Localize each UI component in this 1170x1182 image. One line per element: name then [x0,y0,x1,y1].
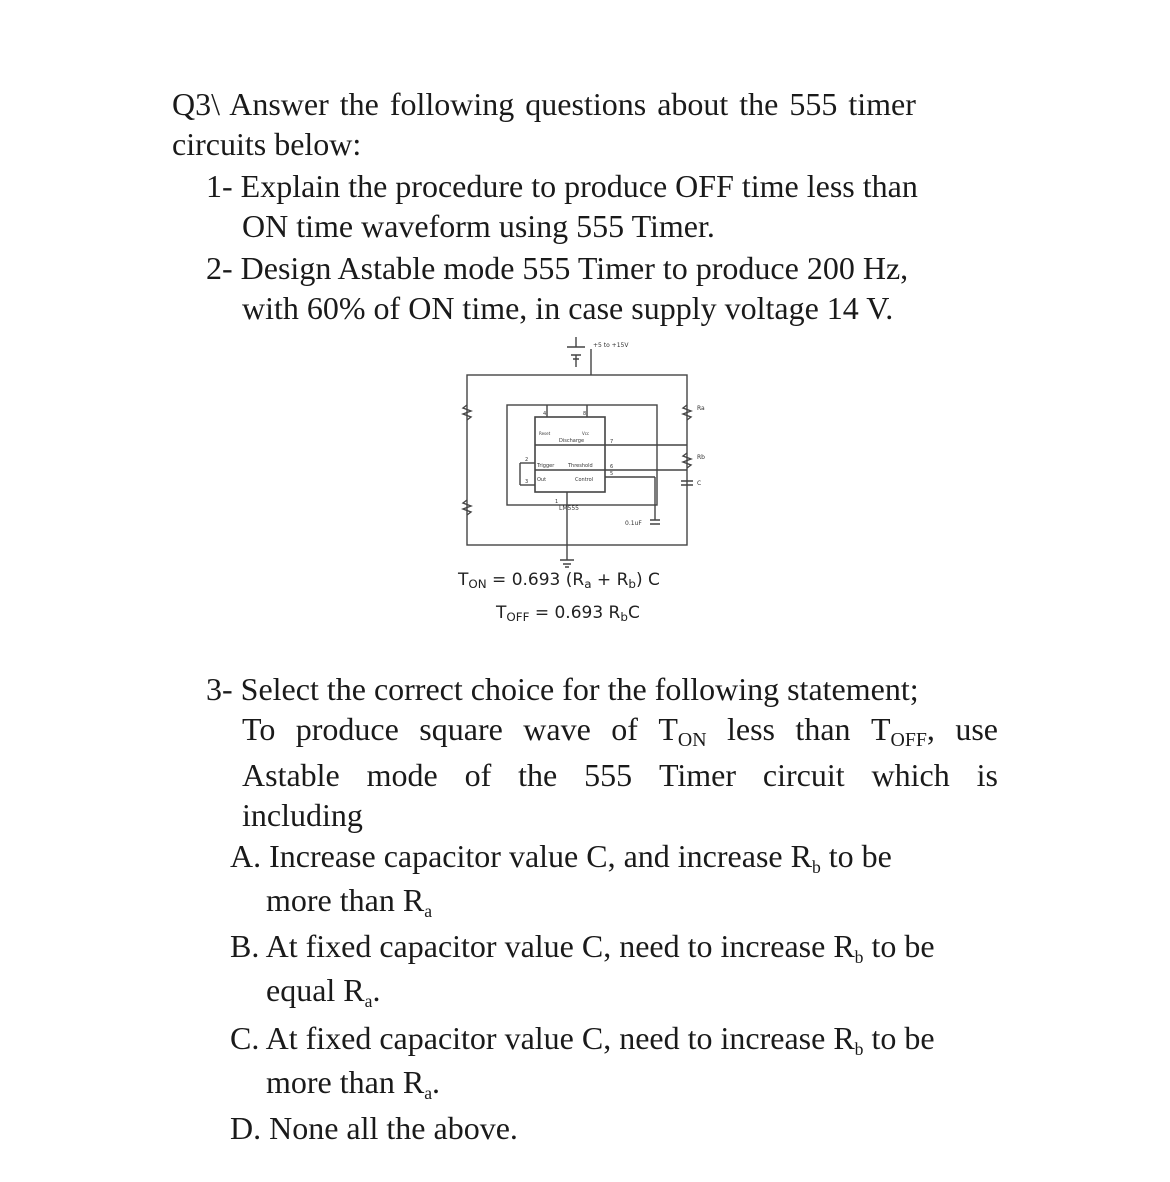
q3-stem-line4: including [242,797,363,833]
ton-tail: ) C [635,570,660,590]
astable-555-circuit-diagram [455,335,715,570]
choice-c-sub2: a [424,1083,432,1104]
item-1-line1 [206,168,918,204]
q3-word: less [726,711,775,747]
choice-b-post: to be [863,928,935,964]
choice-b-post2: . [372,972,381,1008]
q3-ton-letter: T [658,711,678,747]
q3-toff-term [870,711,935,751]
choice-b-sub2: a [364,991,373,1012]
ton-lhs: T [458,570,469,590]
toff-mid: = 0.693 R [529,603,621,623]
q3-ton-term [658,711,707,751]
q3-word: produce [295,711,399,747]
trigger-pin-label: Trigger [537,463,555,469]
reset-pin-label: Reset [539,431,551,436]
question-intro-line2: circuits below: [172,126,362,162]
threshold-pin-label: Threshold [568,463,593,469]
toff-lhs-sub: OFF [506,609,530,624]
ground-symbol [560,560,574,567]
cap-value-label: 0.1uF [625,520,642,527]
item-1-number: 1- [206,168,233,204]
choice-a-sub: b [811,857,821,878]
choice-b-sub: b [854,947,864,968]
q3-toff-letter: T [870,711,891,747]
q3-word: 555 [584,757,633,793]
choice-a-text2: more than R [266,882,425,918]
toff-lhs: T [496,603,507,623]
q3-word: Astable [242,757,340,793]
q3-word: which [871,757,950,793]
control-pin-label: Control [575,477,594,483]
q3-stem-line3 [242,757,998,793]
ton-lhs-sub: ON [468,576,487,591]
control-capacitor [650,520,660,524]
choice-a-post: to be [820,838,892,874]
item-2-line1 [206,250,908,286]
discharge-pin-label: Discharge [559,438,585,444]
q3-word: wave [523,711,591,747]
q3-word: mode [366,757,438,793]
choice-c-post: to be [863,1020,935,1056]
choice-c-text2: more than R [266,1064,425,1100]
q3-ton-sub: ON [677,728,707,751]
q3-word: circuit [762,757,845,793]
choice-c-text: C. At fixed capacitor value C, need to increase R [230,1020,855,1056]
pin-number-6: 6 [610,464,614,470]
choice-a-sub2: a [424,901,432,922]
pin-number-8: 8 [583,411,587,417]
choice-c-sub: b [854,1039,864,1060]
item-1-text: Explain the procedure to produce OFF time less than [240,168,918,204]
q3-number: 3- [206,671,233,707]
q3-stem-line1 [206,671,919,707]
pin-number-7: 7 [610,439,614,445]
q3-word: square [419,711,503,747]
c-label: C [697,480,702,487]
intro-text: Q3\ Answer the following questions about the 555 timer [172,86,916,122]
q3-word: is [976,757,998,793]
item-2-text: Design Astable mode 555 Timer to produce 200 Hz, [240,250,909,286]
chip-label: LM555 [559,505,579,512]
choice-d-line: D. None all the above. [230,1110,518,1146]
rb-label: Rb [697,454,705,461]
ton-sub-a: a [584,576,592,591]
pin-number-3: 3 [525,479,529,485]
choice-b-line1 [230,928,935,968]
supply-label: +5 to +15V [593,342,629,349]
q3-toff-sub: OFF [890,728,927,751]
q3-word: use [955,711,998,747]
pin-number-2: 2 [525,457,529,463]
pin-number-4: 4 [543,411,547,417]
choice-b-line2 [266,972,381,1012]
q3-stem-text: Select the correct choice for the following statement; [240,671,919,707]
choice-a-line2 [266,882,432,922]
toff-tail: C [627,603,640,623]
ton-plus: + R [591,570,629,590]
item-2-line2: with 60% of ON time, in case supply voltage 14 V. [242,290,894,326]
ton-sub-b: b [628,576,636,591]
q3-word: of [611,711,638,747]
choice-a-text: A. Increase capacitor value C, and increase R [230,838,812,874]
vcc-pin-label: Vcc [582,431,590,436]
toff-sub-b: b [620,609,628,624]
q3-word: of [464,757,492,793]
q3-word: Timer [658,757,737,793]
item-1-line2: ON time waveform using 555 Timer. [242,208,715,244]
q3-stem-line2 [242,711,998,751]
choice-a-line1 [230,838,892,878]
choice-b-text2: equal R [266,972,365,1008]
ra-label: Ra [697,405,705,412]
item-2-number: 2- [206,250,233,286]
toff-formula [496,603,640,623]
q3-word: the [518,757,558,793]
q3-word: To [242,711,276,747]
choice-c-post2: . [432,1064,440,1100]
choice-b-text: B. At fixed capacitor value C, need to increase R [230,928,855,964]
q3-word: than [795,711,851,747]
pin-number-5: 5 [610,471,614,477]
pin-number-1: 1 [555,499,559,505]
ton-formula [458,570,660,590]
choice-c-line1 [230,1020,935,1060]
out-pin-label: Out [537,477,547,483]
ton-mid: = 0.693 (R [486,570,585,590]
q3-comma: , [926,711,935,747]
question-intro-line1 [172,86,998,122]
choice-c-line2 [266,1064,440,1104]
